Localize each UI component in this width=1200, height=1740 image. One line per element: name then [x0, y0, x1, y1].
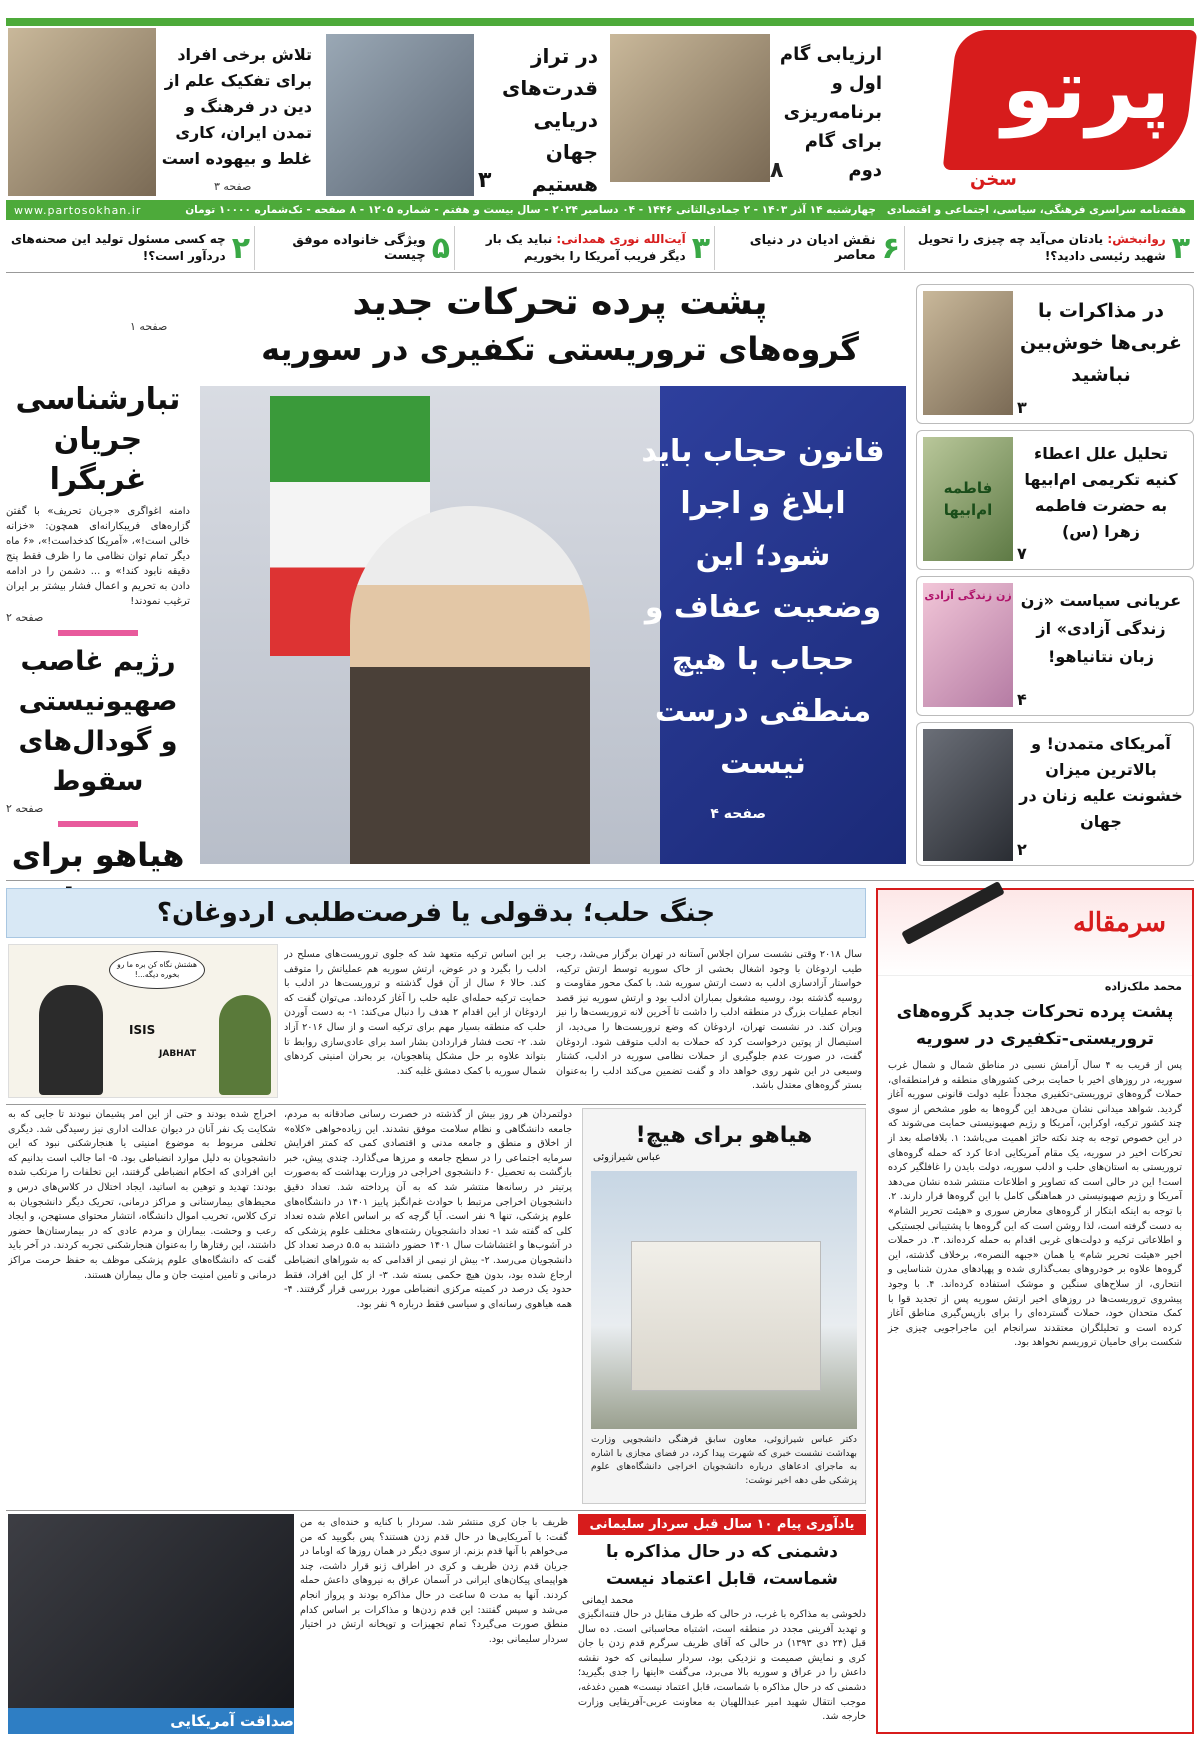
aleppo-title: جنگ حلب؛ بدقولی یا فرصت‌طلبی اردوغان؟: [156, 898, 716, 928]
dateline-text: هفته‌نامه سراسری فرهنگی، سیاسی، اجتماعی و اقتصادی چهارشنبه ۱۴ آذر ۱۴۰۳ - ۲ جمادی‌الثانی ۱۴۴۶ - ۰۴ دسامبر ۲۰۲۴ - سال بیست و هفتم - شماره ۱۲۰۵ - ۸ صفحه - تک‌شماره ۱۰۰۰۰ تومان: [185, 204, 1186, 216]
hayahoo-photo: [591, 1171, 857, 1429]
right-box-2-photo: فاطمه ام‌ابیها: [923, 437, 1013, 561]
right-box-1-photo: [923, 291, 1013, 415]
sarmaghale-header: [878, 890, 1192, 976]
hayahoo-col-b: اخراج شده بودند و حتی از این امر پشیمان نبودند تا جایی که به شکایت یک نفر آنان در دیوان عدالت اداری نیز رسیدگی شد. دیگری تخلفی مربوط به موضوع امنیتی یا هنجارشکنی نبود که این دانشجویان به دلیل موارد انضباطی بود. ۵- اما جالب است بدانیم که این افرادی که احکام انضباطی گرفتند، این تخلفات را مرتکب شده بودند: تهدید و توهین به اساتید، ایجاد اختلال در کلاس‌های درس و محیط‌های بیمارستانی و مراکز درمانی، تحریک دیگر دانشجویان به ترک کلاس، تخریب اموال دانشگاه، انتشار محتوای مستهجن، و ایجاد رعب و وحشت. بیماران و مردم عادی که در بیمارستان‌ها حضور داشتند، این رفتارها را به‌عنوان هنجارشکنی تجربه کردند. در آخر باید گفت که دانشگاه‌های علوم پزشکی موظف به حفظ حرمت مراکز درمانی و تامین امنیت جان و مال بیماران هستند.: [8, 1109, 276, 1281]
teaser-item[interactable]: ۲ چه کسی مسئول تولید این صحنه‌های دردآور است؟!: [11, 230, 250, 266]
hayahoo-col-a: دولتمردان هر روز بیش از گذشته در خصرت رسانی صادقانه به مردم، جامعه دانشگاهی و نظام سلامت موفق نشدند. این زیاده‌خواهی «کلاه» از اخلاق و منطق و جامعه مدنی و اقتصادی کمی که کمتر افرایش سرمایه اجتماعی را در سطح جامعه و مرزها می‌گذارد. چندی پیش، خبر بازگشت به تحصیل ۶۰ دانشجوی اخراجی در وزارت بهداشت که به‌صورت پرتیتر در رسانه‌ها منتشر شد که به آن پرداخته شد. تعداد دقیق دانشجویان اخراجی مرتبط با حوادث غم‌انگیز پاییز ۱۴۰۱ در دانشگاه‌های علوم پزشکی، تنها ۹ نفر است. آیا گرچه که بر اساس اعلام شده تعداد کلی که گفته شد ۱- تعداد دانشجویان رشته‌های مختلف علوم پزشکی که در آشوب‌ها و اغتشاشات سال ۱۴۰۱ حضور داشتند به ۵.۵ درصد تعداد کل دانشجویان می‌رسد. ۲- بیش از نیمی از اقدامی که به شوراهای انضباطی ارجاع شده بود، بدون هیچ حکمی بسته شد. ۳- از کل این افراد، فقط حدود یک درصد در کمیته مرکزی انضباطی مورد بررسی قرار گرفتند. ۴- همه هیاهوی رسانه‌ای و سیاسی فقط درباره ۹ نفر بود.: [284, 1109, 572, 1310]
teaser-item[interactable]: ۵ ویژگی خانواده موفق چیست: [254, 226, 454, 270]
sarmaghale-author: محمد ملک‌زاده: [1104, 980, 1182, 993]
logo-subtext: سخن: [970, 169, 1017, 190]
top-story-2-photo: [326, 34, 474, 196]
right-box-4-page: ۲: [1017, 840, 1027, 859]
aleppo-cartoon: [8, 944, 278, 1098]
left-story-2-title[interactable]: رژیم غاصب صهیونیستی و گودال‌های سقوط: [18, 646, 178, 797]
teaser-item[interactable]: ۶ نقش ادیان در دنیای معاصر: [714, 226, 904, 270]
top-story-2-page: ۳: [478, 168, 492, 193]
right-box-2-title: تحلیل علل اعطاء کنیه تکریمی ام‌ابیها به حضرت فاطمه زهرا (س): [1024, 444, 1178, 541]
left-story-1-body: دامنه اغواگری «جریان تحریف» با گفتن گزاره‌های فریبکارانه‌ای همچون: «خزانه خالی است!»، «آمریکا کدخداست!»، «۶ ماه دیگر تمام توان نظامی ما را ظرف فقط پنج دقیقه نابود کند!» و ... دشمن را در ادامه دادن به تحریم و اعمال فشار بیشتر بر ایران ترغیب نمودند!: [6, 506, 190, 607]
hero-quote: قانون حجاب باید ابلاغ و اجرا شود؛ این وضعیت عفاف و حجاب با هیچ منطقی درست نیست: [641, 434, 885, 781]
right-box-4-photo: [923, 729, 1013, 861]
hayahoo-title: هیاهو برای هیچ!: [635, 1123, 813, 1148]
left-column: [6, 380, 190, 880]
divider: [6, 1104, 866, 1105]
top-story-1-page: ۸: [770, 158, 784, 183]
aleppo-col-b: بر این اساس ترکیه متعهد شد که جلوی تروریست‌های مسلح در ادلب را بگیرد و در عوض، ارتش سوریه هم عملیاتش را متوقف کند. حالا ۶ سال از آن قول گذشته و تروریست‌ها در ادلب با حمایت ترکیه حمله‌ای علیه حلب را آغاز کرده‌اند. می‌توان گفت که اردوغان از این اقدام ۲ هدف را دنبال می‌کند: ۱- به دست آوردن حلب که منطقه بسیار مهم برای ترکیه است و از سال ۲۰۱۶ آزاد شد. ۲- تحت فشار قراردادن بشار اسد برای عادی‌سازی روابط تا بتواند علاوه بر حل مشکل پناهجویان، بر بحران امنیتی کردهای شمال سوریه با کمک دمشق غلبه کند.: [284, 949, 546, 1077]
top-story-1-text[interactable]: ارزیابی گام اول و برنامه‌ریزی برای گام دوم: [779, 44, 882, 181]
left-story-3-title[interactable]: هیاهو برای: [11, 836, 185, 874]
sarmaghale-title: پشت پرده تحرکات جدید گروه‌های تروریستی-تکفیری در سوریه: [896, 1002, 1174, 1049]
aleppo-title-bar[interactable]: [6, 888, 866, 938]
divider: [6, 272, 1194, 273]
masthead-top-rule: [6, 18, 1194, 26]
right-box-4[interactable]: [916, 722, 1194, 866]
logo-text: پرتو: [1002, 40, 1170, 138]
sarmaghale-kicker: سرمقاله: [1073, 908, 1166, 938]
right-box-1-title: در مذاکرات با غربی‌ها خوش‌بین نباشید: [1020, 300, 1182, 386]
divider: [6, 1510, 866, 1511]
left-story-1-title[interactable]: تبارشناسی جریان غربگرا: [15, 382, 181, 497]
left-story-1-page: صفحه ۲: [6, 611, 44, 624]
right-box-3-title: عریانی سیاست «زن زندگی آزادی» از زبان نتانیاهو!: [1020, 591, 1182, 666]
sedaghat-photo: [8, 1514, 294, 1734]
top-story-2-text[interactable]: در تراز قدرت‌های دریایی جهان هستیم: [502, 44, 598, 196]
hero-panel[interactable]: [200, 386, 906, 864]
right-box-3[interactable]: [916, 576, 1194, 716]
soleimani-box[interactable]: [578, 1514, 866, 1734]
right-box-3-page: ۴: [1017, 690, 1027, 709]
top-story-1-photo: [610, 34, 770, 182]
pink-divider: [58, 821, 138, 827]
cartoon-figure-right: [219, 995, 271, 1095]
cartoon-tag-2: JABHAT: [159, 1049, 197, 1059]
sarmaghale-body: پس از قریب به ۴ سال آرامش نسبی در مناطق شمال و شمال غرب سوریه، در روزهای اخیر با حمایت برخی کشورهای منطقه و فرامنطقه‌ای، حملات گروه‌های تروریستی-تکفیری مجدداً علیه دولت قانونی سوریه آغاز گردید. شواهد میدانی نشان می‌دهد این گروه‌ها به طور مشخص از سوی چند کشور ترکیه، اوکراین، آمریکا و رژیم صهیونیستی حمایت می‌شوند که در این خصوص توجه به چند نکته حائز اهمیت می‌باشد: ۱. بلافاصله بعد از تحرکات اخیر در سوریه، یک مقام آمریکایی ادعا کرد که حمله گروه‌های تروریستی به استان‌های حلب و ادلب سوریه، دولت بایدن را غافلگیر کرده است! این در حالی است که تصاویر و اطلاعات منتشر شده نشان می‌دهد آمریکا و رژیم صهیونیستی در هماهنگی کامل با این گروه‌ها قرار دارند. ۲. با توجه به اینکه ابتکار از گروه‌های معارض سوری و «هیئت تحریر الشام» به دست گرفته است، لذا روشن است که این گروه‌ها با پشتیبانی لجستیکی و اطلاعاتی ترکیه و دولت‌های غربی اقدام به حمله کرده‌اند. ۳. در حملات اخیر «هیئت تحریر شام» یا همان «جبهه النصره»، برخلاف گذشته، این گروه‌ها علاوه بر خودروهای بمب‌گذاری شده و پهپادهای مدرن شناسایی و انتحاری، از سلاح‌های سنگین و موشک استفاده کرده‌اند. ۴. با وجود پیشروی تروریست‌ها در روزهای اخیر ارتش سوریه پس از تجدید قوا با کمک متحدان خود، حملات گسترده‌ای را برای بازپس‌گیری مناطق آغاز کرده است و تحلیلگران معتقدند سرانجام این ماجراجویی چیزی جز شکست برای حامیان تروریسم نخواهد بود.: [888, 1060, 1183, 1349]
soleimani-author: محمد ایمانی: [582, 1595, 634, 1606]
teaser-item[interactable]: ۳ آیت‌الله نوری همدانی: نباید یک بار دیگر فریب آمریکا را بخوریم: [454, 226, 714, 270]
hayahoo-box[interactable]: [582, 1108, 866, 1504]
hayahoo-caption: دکتر عباس شیرازوئی، معاون سابق فرهنگی دانشجویی وزارت بهداشت نشست خبری که شهرت پیدا کرد، در فضای مجازی با اشاره به ماجرای ادعاهای درباره دانشجویان اخراجی دانشگاه‌های علوم پزشکی طی دهه اخیر نوشت:: [591, 1434, 857, 1486]
hayahoo-author: عباس شیرازوئی: [593, 1152, 661, 1163]
soleimani-col-b: ظریف با جان کری منتشر شد. سردار با کنایه و خنده‌ای به من گفت: با آمریکایی‌ها در حال قدم زدن هستند؟ پس بگویید که من می‌خواهم با آنها قدم بزنم. از سوی دیگر در همان روزها که اوباما در جریان قدم زدن ظریف و کری در اطراف ژنو قرار داشت، چند هواپیمای پیکان‌های ایرانی در آسمان عراق به نیروهای داعش حمله کردند. آنها به مدت ۵ ساعت در حال مذاکره بودند و پرواز انجام می‌شد و سپس گفتند: این قدم زدن‌ها و مذاکرات بر اساس کدام منطق صورت می‌گیرد؟ تمام تجهیزات و توپخانه ارتش در اختیار سردار سلیمانی بود.: [300, 1517, 568, 1645]
right-box-2-page: ۷: [1017, 544, 1027, 563]
right-box-1-page: ۳: [1017, 398, 1027, 417]
pen-icon: [901, 881, 1005, 945]
pink-divider: [58, 630, 138, 636]
dateline-bar: [6, 200, 1194, 220]
soleimani-title: دشمنی که در حال مذاکره با شماست، قابل اعتماد نیست: [605, 1542, 839, 1589]
top-story-3-page: صفحه ۳: [214, 180, 252, 193]
teaser-item[interactable]: ۳ روانبخش: یادتان می‌آید چه چیزی را تحویل شهید رئیسی دادید؟!: [904, 226, 1194, 270]
speaker: [350, 506, 590, 864]
cartoon-tag-1: ISIS: [129, 1023, 156, 1037]
main-headline-line1[interactable]: پشت پرده تحرکات جدید: [352, 282, 768, 323]
right-box-2[interactable]: [916, 430, 1194, 570]
right-box-4-title: آمریکای متمدن! و بالاترین میزان خشونت علیه زنان در جهان: [1019, 734, 1183, 831]
teaser-bar: [6, 226, 1194, 270]
sedaghat-label-bar: [8, 1708, 294, 1734]
sarmaghale-box[interactable]: [876, 888, 1194, 1734]
aleppo-col-a: سال ۲۰۱۸ وقتی نشست سران اجلاس آستانه در تهران برگزار می‌شد، رجب طیب اردوغان با وجود اشغال بخشی از خاک سوریه توسط ارتش ترکیه، خواستار آزادسازی ادلب به دست ارتش سوریه شد. با کمک محور مقاومت و روسیه گذشته بود، روسیه مشغول بمباران ادلب بود و ارتش سوریه نیز قصد انجام عملیات بزرگ در منطقه ادلب را داشت تا آخرین لانه تروریست‌ها را نیز ویران کند. در نشست تهران، اردوغان که وضع تروریست‌ها را می‌دید، از استیصال از پوتین درخواست کرد که حملات به ادلب متوقف شود. اردوغان گفت، در صورت عدم جلوگیری از حملات نظامی سوریه در ادلب، کشتار وسیعی در این شهر روی خواهد داد و گفت تضمین می‌کند ادلب را به‌عنوان بستر گروه‌های معتدل باشد.: [556, 949, 862, 1092]
main-headline-page: صفحه ۱: [130, 320, 168, 333]
website-link[interactable]: www.partosokhan.ir: [14, 203, 142, 217]
hero-photo: [200, 386, 660, 864]
building: [631, 1241, 821, 1391]
main-headline-line2[interactable]: گروه‌های تروریستی تکفیری در سوریه: [261, 330, 859, 368]
masthead-logo: [950, 30, 1190, 190]
top-story-3-photo: [8, 28, 156, 196]
top-story-3-text[interactable]: تلاش برخی افراد برای تفکیک علم از دین در فرهنگ و تمدن ایران، کاری غلط و بیهوده است: [161, 45, 312, 168]
soleimani-kicker: یادآوری پیام ۱۰ سال قبل سردار سلیمانی: [578, 1514, 866, 1535]
sedaghat-label: صداقت آمریکایی: [170, 1712, 294, 1730]
left-story-2-page: صفحه ۲: [6, 802, 44, 815]
hero-page: صفحه ۴: [710, 806, 766, 822]
divider: [6, 880, 1194, 881]
right-box-1[interactable]: [916, 284, 1194, 424]
cartoon-bubble: هشتش نگاه کن بره ما رو بخوره دیگه...!: [109, 951, 205, 989]
right-box-3-photo: زن زندگی آزادی: [923, 583, 1013, 707]
cartoon-figure-left: [39, 985, 103, 1095]
soleimani-col-a: دلخوشی به مذاکره با غرب، در حالی که طرف مقابل در حال فتنه‌انگیزی و تهدید آفرینی مجدد در منطقه است، اشتباه محاسباتی است. ده سال قبل (۲۴ دی ۱۳۹۳) در حالی که آقای ظریف سرگرم قدم زدن با جان کری و نمایش صمیمت و نزدیکی بود، سردار سلیمانی که خود نقشه داعش را در عراق و سوریه بالا می‌برد، می‌گفت «اینها را جدی بگیرید؛ دشمنی که در حال مذاکره با شماست، قابل اعتماد نیست» همین دغدغه، موجب انتقال شهید امیر عبداللهیان به معاونت عربی-آفریقایی وزارت خارجه شد.: [578, 1609, 866, 1723]
